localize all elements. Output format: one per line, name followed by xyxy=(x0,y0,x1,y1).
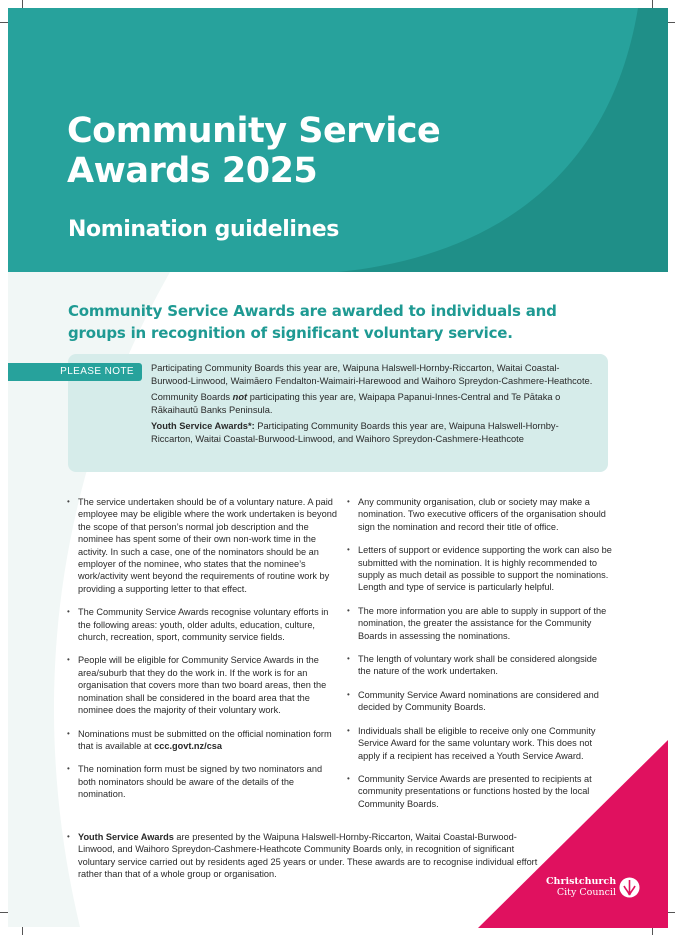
note-not-prefix: Community Boards xyxy=(151,392,233,402)
crop-mark xyxy=(0,22,8,23)
list-item: • The nomination form must be signed by two nominators and both nominators should be aware of the details of the nomination. xyxy=(68,763,340,800)
list-item: • The length of voluntary work shall be considered alongside the nature of the work undertaken. xyxy=(348,653,612,678)
list-item-online-form xyxy=(68,728,340,753)
intro-line-2: groups in recognition of significant voluntary service. xyxy=(68,324,513,342)
note-content xyxy=(151,362,599,449)
crop-mark xyxy=(652,0,653,8)
list-item: • Letters of support or evidence supporting the work can also be submitted with the nomination. It is highly recommended to supply as much detail as possible to support the nominations. Length and type of service is particularly helpful. xyxy=(348,544,612,594)
list-item: • The more information you are able to supply in support of the nomination, the greater the assistance for the Community Boards in assessing the nominations. xyxy=(348,605,612,642)
list-item: • Any community organisation, club or society may make a nomination. Two executive officers of the organisation should sign the nomination and record their title of office. xyxy=(348,496,612,533)
please-note-tag: PLEASE NOTE xyxy=(8,363,142,381)
note-not-participating xyxy=(151,391,599,417)
note-not-emphasis: not xyxy=(232,392,248,402)
council-emblem-icon xyxy=(619,877,640,898)
logo-wordmark xyxy=(546,877,616,898)
note-youth xyxy=(151,420,599,446)
council-logo xyxy=(546,877,642,899)
youth-awards-note xyxy=(68,831,538,881)
guidelines-left-list xyxy=(68,496,340,812)
list-item: • Community Service Award nominations are considered and decided by Community Boards. xyxy=(348,689,612,714)
csa-link[interactable]: ccc.govt.nz/csa xyxy=(154,740,223,751)
title-line-2: Awards 2025 xyxy=(67,151,318,191)
youth-awards-label: Youth Service Awards xyxy=(78,832,174,842)
list-item: • The Community Service Awards recognise voluntary efforts in the following areas: youth, older adults, education, culture, church, recreation, sport, community service fields. xyxy=(68,606,340,643)
note-youth-text: Participating Community Boards this year are, Waipuna Halswell-Hornby-Riccarton, Waitai Coastal-Burwood-Linwood, and Waihoro Spreydon-Cashmere-Heathcote xyxy=(151,421,559,444)
intro-text xyxy=(68,300,588,344)
note-participating: Participating Community Boards this year are, Waipuna Halswell-Hornby-Riccarton, Waitai Coastal-Burwood-Linwood, Waimāero Fendalton-Waimairi-Harewood and Waihoro Spreydon-Cashmere-Heathcote. xyxy=(151,363,593,386)
list-item: • Community Service Awards are presented to recipients at community presentations or functions hosted by the local Community Boards. xyxy=(348,773,612,810)
online-form-text: Nominations must be submitted on the official nomination form that is available at xyxy=(78,728,332,751)
list-item: • People will be eligible for Community Service Awards in the area/suburb that they do the work in. If the work is for an organisation that covers more than two board areas, then the nomination shall be considered in the board area that the nominee does the majority of their voluntary work. xyxy=(68,654,340,716)
note-youth-label: Youth Service Awards*: xyxy=(151,421,255,431)
crop-mark xyxy=(667,22,675,23)
title-line-1: Community Service xyxy=(67,111,441,151)
list-item: • Individuals shall be eligible to receive only one Community Service Award for the same voluntary work. This does not apply if a recipient has received a Youth Service Award. xyxy=(348,725,612,762)
note-not-suffix: participating this year are, Waipapa Papanui-Innes-Central and Te Pātaka o Rākaihautū Banks Peninsula. xyxy=(151,392,561,415)
intro-line-1: Community Service Awards are awarded to individuals and xyxy=(68,302,557,320)
crop-mark xyxy=(667,912,675,913)
page-title xyxy=(67,111,440,191)
list-item: • The service undertaken should be of a voluntary nature. A paid employee may be eligible where the work undertaken is beyond the scope of that person’s normal job description and the nominee has spent some of their own non-work time in the activity. In such a case, one of the nominators should be an employer of the nominee, who states that the nominee’s work/activity went beyond the requirements of routine work by providing a supporting letter to that effect. xyxy=(68,496,340,595)
crop-mark xyxy=(22,927,23,935)
logo-line-1: Christchurch xyxy=(546,876,617,887)
youth-awards-text: are presented by the Waipuna Halswell-Hornby-Riccarton, Waitai Coastal-Burwood-Linwood, and Waihoro Spreydon-Cashmere-Heathcote Community Boards only, in recognition of significant voluntary service carried out by residents aged 25 years or under. These awards are to recognise individual effort rather than that of a whole group or organisation. xyxy=(78,832,538,880)
crop-mark xyxy=(22,0,23,8)
logo-line-2: City Council xyxy=(556,886,616,898)
page-subtitle: Nomination guidelines xyxy=(68,217,339,242)
youth-awards-item xyxy=(68,831,538,881)
crop-mark xyxy=(0,912,8,913)
crop-mark xyxy=(652,927,653,935)
